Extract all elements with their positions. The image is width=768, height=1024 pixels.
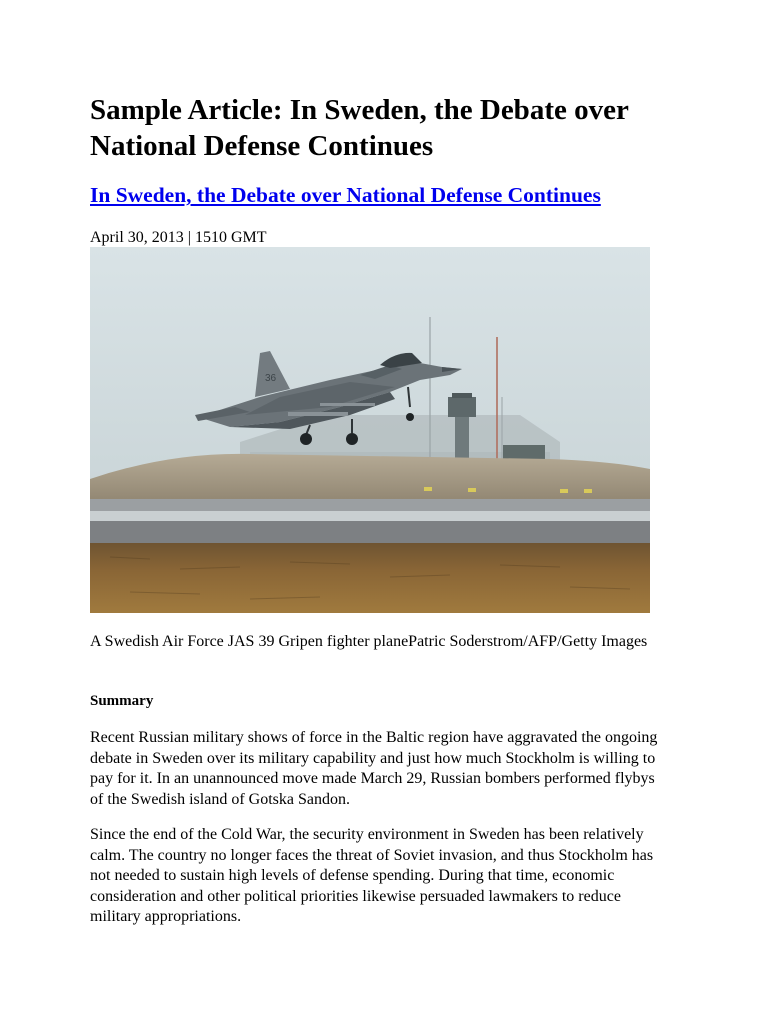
tail-number: 36 xyxy=(265,373,277,384)
body-paragraph: Since the end of the Cold War, the security environment in Sweden has been relatively calm. The country no longer faces the threat of Soviet invasion, and thus Stockholm has not needed to sustain high levels of defense spending. During that time, economic consideration and other political priorities likewise persuaded lawmakers to reduce military appropriations. xyxy=(90,826,654,926)
taxiway-shoulder xyxy=(90,511,650,521)
article-title-link[interactable]: In Sweden, the Debate over National Defense Continues xyxy=(90,183,601,207)
article-dateline: April 30, 2013 | 1510 GMT xyxy=(90,229,267,246)
taxiway xyxy=(90,499,650,511)
page-title: Sample Article: In Sweden, the Debate over National Defense Continues xyxy=(90,94,629,162)
article-photo xyxy=(90,247,650,613)
body-paragraph: Recent Russian military shows of force in the Baltic region have aggravated the ongoing debate in Sweden over its military capability and just how much Stockholm is willing to pay for it. In an unannounced move made March 29, Russian bombers performed flybys of the Swedish island of Gotska Sandon. xyxy=(90,729,658,808)
grass-embankment xyxy=(90,454,650,505)
photo-caption: A Swedish Air Force JAS 39 Gripen fighter planePatric Soderstrom/AFP/Getty Images xyxy=(90,633,648,650)
summary-heading: Summary xyxy=(90,693,154,709)
grass-foreground xyxy=(90,543,650,613)
